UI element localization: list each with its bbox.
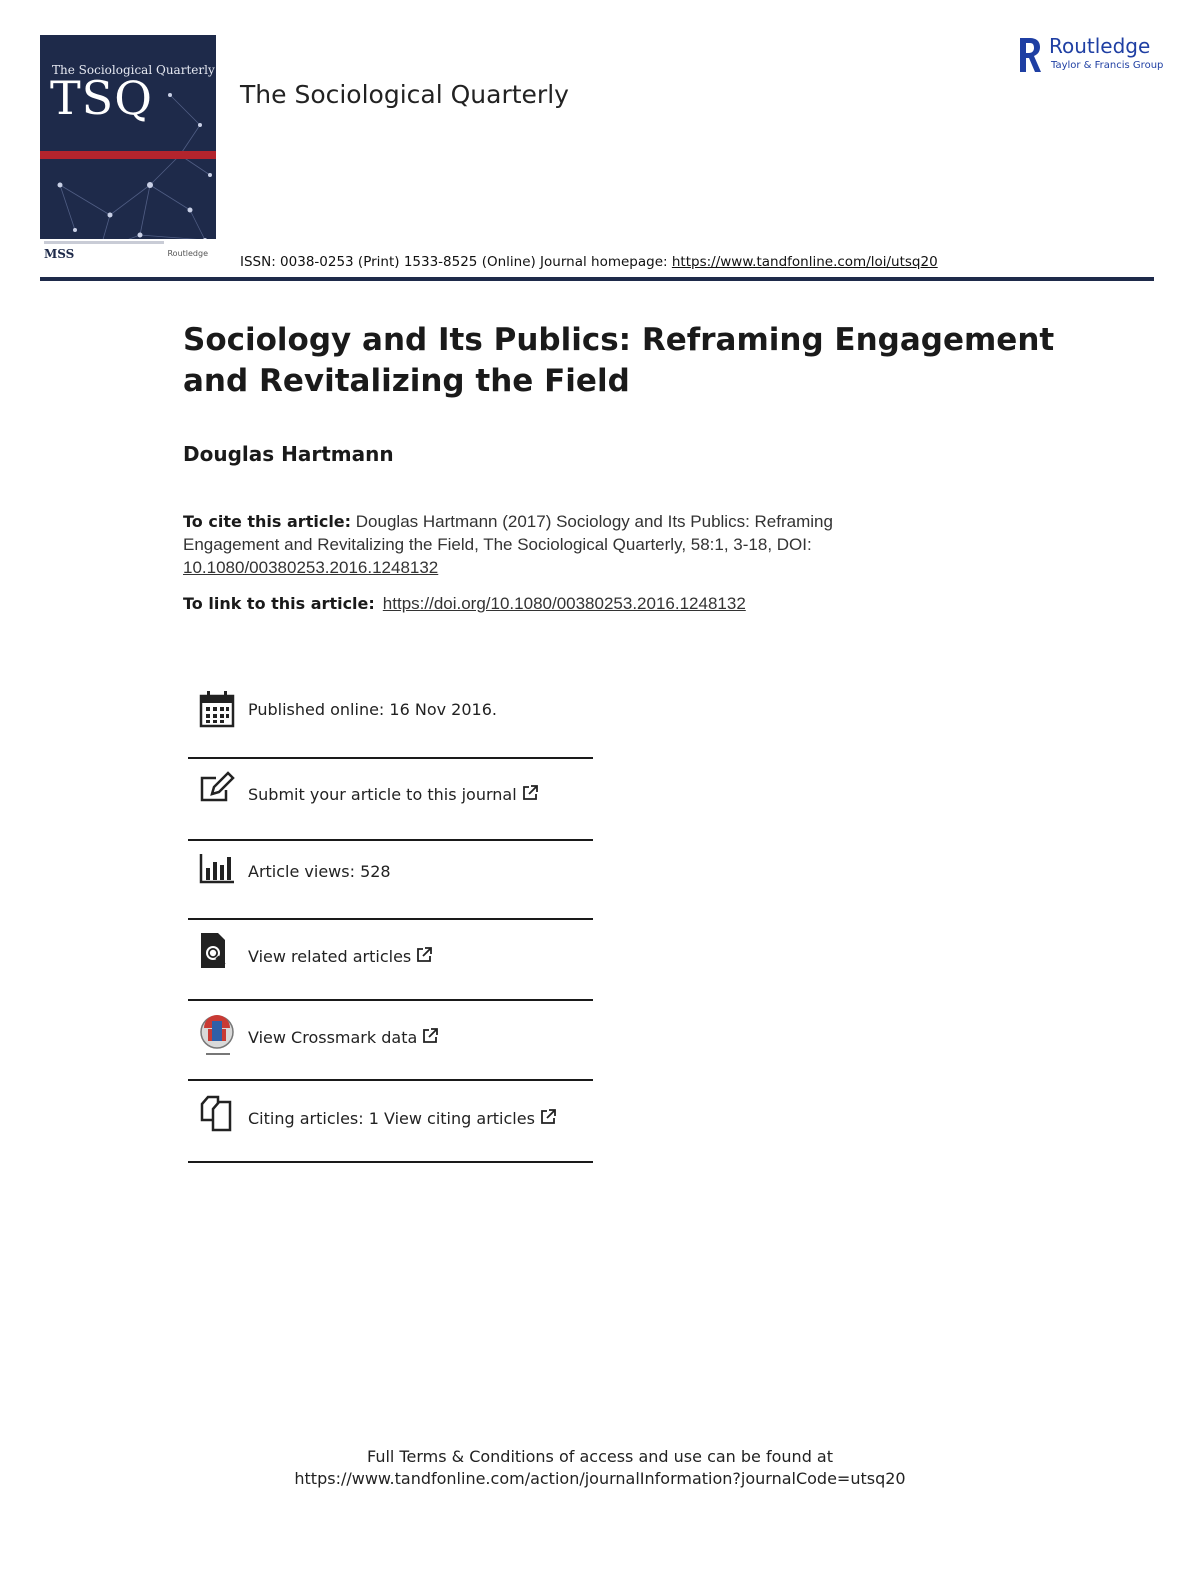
article-link-line xyxy=(183,594,746,614)
edit-icon xyxy=(198,770,236,808)
published-date: Published online: 16 Nov 2016. xyxy=(248,700,497,719)
routledge-logo[interactable] xyxy=(1016,34,1164,76)
article-views-count: Article views: 528 xyxy=(248,862,391,881)
journal-cover xyxy=(40,35,216,269)
cover-journal-name: The Sociological Quarterly xyxy=(52,63,215,77)
crossmark-link[interactable] xyxy=(248,1027,439,1047)
citation-text: Douglas Hartmann (2017) Sociology and Its Publics: Reframing Engagement and Revitalizing the Field, The Sociological Quarterly, 58:1, 3-18, DOI: xyxy=(183,512,833,554)
published-online-item xyxy=(188,690,593,730)
submit-article-link[interactable] xyxy=(248,784,539,804)
cover-publisher-mark: Routledge xyxy=(167,249,208,258)
cover-society-logo: MSS xyxy=(44,247,75,261)
crossmark-label: View Crossmark data xyxy=(248,1028,418,1047)
submit-article-label: Submit your article to this journal xyxy=(248,785,517,804)
cover-fine-print xyxy=(44,241,164,244)
bar-chart-icon xyxy=(198,852,236,890)
citation-label: To cite this article: xyxy=(183,512,352,531)
publisher-group: Taylor & Francis Group xyxy=(1051,60,1164,71)
article-title: Sociology and Its Publics: Reframing Engagement and Revitalizing the Field xyxy=(183,322,1055,399)
cover-red-band xyxy=(40,151,216,159)
crossmark-icon xyxy=(198,1013,236,1057)
journal-title: The Sociological Quarterly xyxy=(240,80,569,109)
publisher-name: Routledge xyxy=(1049,34,1151,58)
external-link-icon xyxy=(539,1108,557,1126)
info-divider xyxy=(188,1161,593,1163)
article-views-item xyxy=(188,852,593,892)
footer-terms-url[interactable]: https://www.tandfonline.com/action/journalInformation?journalCode=utsq20 xyxy=(294,1469,906,1488)
info-divider xyxy=(188,1079,593,1081)
article-author: Douglas Hartmann xyxy=(183,442,394,466)
info-divider xyxy=(188,757,593,759)
header-rule xyxy=(40,277,1154,281)
article-doi-url[interactable]: https://doi.org/10.1080/00380253.2016.1248132 xyxy=(382,594,746,613)
citing-articles-item[interactable] xyxy=(188,1094,593,1134)
issn-text: ISSN: 0038-0253 (Print) 1533-8525 (Online) Journal homepage: xyxy=(240,254,672,270)
external-link-icon xyxy=(421,1027,439,1045)
document-search-icon xyxy=(198,932,236,970)
cover-footer-strip xyxy=(40,239,216,269)
info-divider xyxy=(188,839,593,841)
issn-line xyxy=(240,254,938,270)
citing-articles-label: Citing articles: 1 View citing articles xyxy=(248,1109,535,1128)
related-articles-link[interactable] xyxy=(248,946,433,966)
crossmark-item[interactable] xyxy=(188,1013,593,1057)
cover-acronym: TSQ xyxy=(50,71,153,125)
link-label: To link to this article: xyxy=(183,594,375,613)
footer-terms-text: Full Terms & Conditions of access and use can be found at xyxy=(366,1447,834,1466)
external-link-icon xyxy=(521,784,539,802)
submit-article-item[interactable] xyxy=(188,770,593,810)
info-divider xyxy=(188,918,593,920)
external-link-icon xyxy=(415,946,433,964)
citation-block xyxy=(183,510,923,579)
routledge-r-icon xyxy=(1016,34,1042,74)
journal-homepage-link[interactable]: https://www.tandfonline.com/loi/utsq20 xyxy=(671,254,938,270)
related-articles-item[interactable] xyxy=(188,932,593,972)
info-divider xyxy=(188,999,593,1001)
footer-terms xyxy=(0,1446,1200,1490)
copy-documents-icon xyxy=(198,1094,236,1132)
citation-doi-link[interactable]: 10.1080/00380253.2016.1248132 xyxy=(183,558,439,577)
calendar-icon xyxy=(198,690,236,728)
citing-articles-link[interactable] xyxy=(248,1108,557,1128)
related-articles-label: View related articles xyxy=(248,947,412,966)
